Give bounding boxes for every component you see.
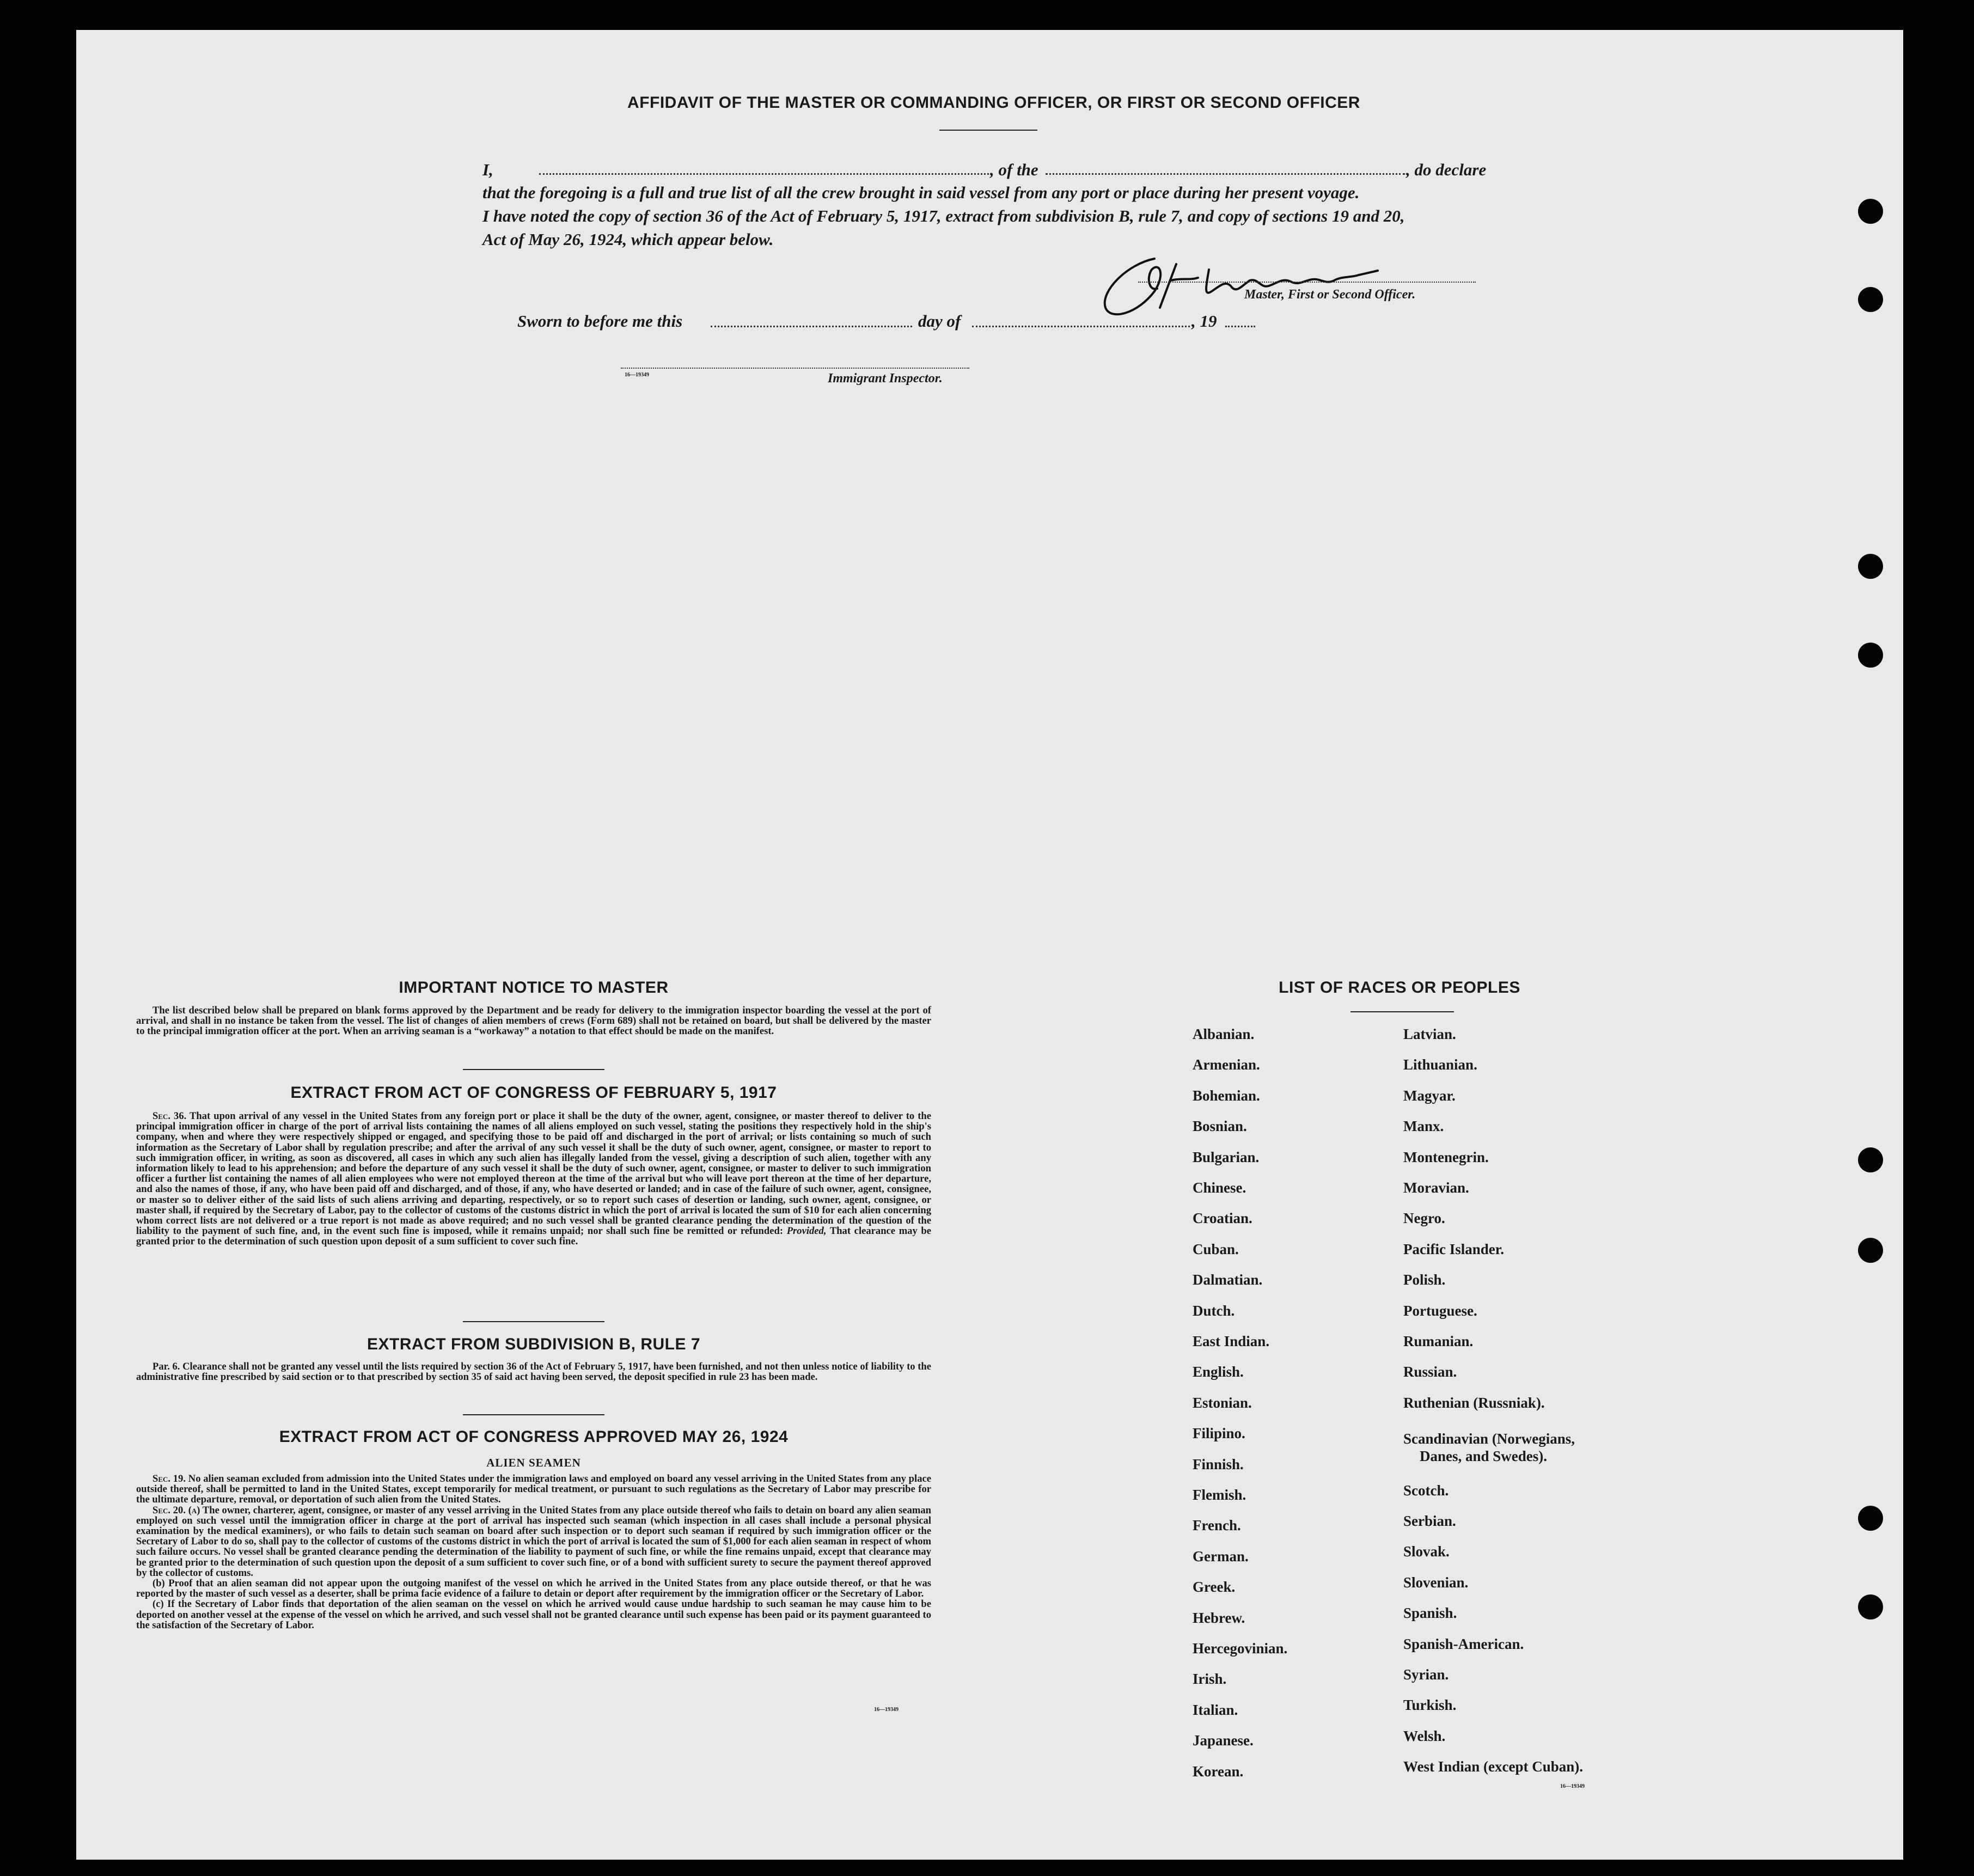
- extract-1917-text: [136, 1111, 931, 1247]
- race-entry: Russian.: [1403, 1364, 1457, 1380]
- race-entry: Portuguese.: [1403, 1302, 1477, 1319]
- sec19-lead: Sec. 19.: [152, 1473, 186, 1484]
- race-entry: Hebrew.: [1193, 1609, 1245, 1626]
- race-entry: Armenian.: [1193, 1056, 1260, 1073]
- extract-1924-title: EXTRACT FROM ACT OF CONGRESS APPROVED MAY 26, 1924: [279, 1428, 789, 1446]
- punch-hole: [1858, 643, 1883, 668]
- race-entry: Bohemian.: [1193, 1087, 1260, 1104]
- punch-hole: [1858, 1506, 1883, 1531]
- race-entry: Scotch.: [1403, 1482, 1449, 1499]
- notice-paragraph: The list described below shall be prepared on blank forms approved by the Department and be ready for delivery to the immigration inspector boarding the vessel at the port of arrival, and shall in no instance be taken from the vessel. The list of changes of alien members of crews (Form 689) shall not be retained on board, but shall be delivered by the master to the principal immigration officer at the port. When an arriving seaman is a “workaway” a notation to that effect should be made on the manifest.: [136, 1005, 931, 1037]
- affidavit-title: AFFIDAVIT OF THE MASTER OR COMMANDING OFFICER, OR FIRST OR SECOND OFFICER: [627, 94, 1360, 112]
- rule7-paragraph: Par. 6. Clearance shall not be granted any vessel until the lists required by section 36 of the Act of February 5, 1917, have been furnished, and not then unless notice of liability to the administrative fine prescribed by said section or to that prescribed by section 35 of said act having been served, the deposit specified in rule 23 has been made.: [136, 1361, 931, 1383]
- affidavit-line4: Act of May 26, 1924, which appear below.: [482, 230, 774, 249]
- sworn-day-of: day of: [918, 311, 961, 331]
- races-form-number: 16—19349: [1560, 1783, 1585, 1789]
- race-entry: Irish.: [1193, 1671, 1227, 1688]
- race-entry: Slovak.: [1403, 1543, 1450, 1560]
- race-entry: Greek.: [1193, 1579, 1236, 1596]
- section-rule: [463, 1069, 604, 1070]
- sworn-year-blank[interactable]: [1225, 326, 1255, 327]
- punch-hole: [1858, 1147, 1883, 1172]
- race-entry: Polish.: [1403, 1272, 1446, 1288]
- race-entry: Cuban.: [1193, 1241, 1239, 1257]
- race-entry: Welsh.: [1403, 1727, 1446, 1744]
- race-entry: Magyar.: [1403, 1087, 1456, 1104]
- race-entry: Lithuanian.: [1403, 1056, 1477, 1073]
- punch-hole: [1858, 199, 1883, 224]
- affidavit-line2: that the foregoing is a full and true list of all the crew brought in said vessel from any port or place during her present voyage.: [482, 183, 1360, 202]
- notice-title: IMPORTANT NOTICE TO MASTER: [399, 979, 669, 997]
- extract-1924-text: [136, 1474, 931, 1630]
- sec20b-text: (b) Proof that an alien seaman did not appear upon the outgoing manifest of the vessel on which he arrived in the United States from any place outside thereof, or that he was reported by the master of such vessel as a deserter, shall be prima facie evidence of a failure to detain or deport after requirement by the immigration officer or the Secretary of Labor.: [136, 1578, 931, 1600]
- race-entry: Dalmatian.: [1193, 1272, 1263, 1288]
- race-entry: Danes, and Swedes).: [1420, 1448, 1548, 1465]
- races-rule: [1350, 1011, 1454, 1012]
- name-blank[interactable]: [539, 173, 989, 175]
- race-entry: Italian.: [1193, 1701, 1238, 1718]
- race-entry: Moravian.: [1403, 1180, 1469, 1196]
- rule7-title: EXTRACT FROM SUBDIVISION B, RULE 7: [366, 1335, 701, 1353]
- race-entry: Flemish.: [1193, 1487, 1246, 1503]
- race-entry: West Indian (except Cuban).: [1403, 1758, 1584, 1775]
- extract-form-number: 16—19349: [874, 1707, 899, 1713]
- sworn-prefix: Sworn to before me this: [517, 311, 683, 331]
- race-entry: Latvian.: [1403, 1026, 1456, 1042]
- title-rule: [939, 130, 1037, 131]
- race-entry: Filipino.: [1193, 1425, 1245, 1442]
- race-entry: English.: [1193, 1364, 1244, 1380]
- inspector-caption: Immigrant Inspector.: [828, 371, 943, 386]
- race-entry: Estonian.: [1193, 1394, 1252, 1411]
- extract-1917-title: EXTRACT FROM ACT OF CONGRESS OF FEBRUARY 5, 1917: [290, 1084, 777, 1102]
- section-rule: [463, 1414, 604, 1415]
- race-entry: Rumanian.: [1403, 1333, 1474, 1349]
- affidavit-form-number: 16—19349: [625, 372, 649, 378]
- rule7-text: [136, 1361, 931, 1382]
- race-entry: Spanish.: [1403, 1605, 1457, 1622]
- sec36-text: That upon arrival of any vessel in the United States from any foreign port or place it shall be the duty of the owner, agent, consignee, or master thereof to deliver to the principal immigration officer in charge of the port of arrival lists containing the names of all aliens employed on such vessel, stating the positions they respectively hold in the ship's company, when and where they were respectively shipped or engaged, and specifying those to be paid off and discharged in the port of arrival; or lists containing so much of such information as the Secretary of Labor shall by regulation prescribe; and after the arrival of any such vessel it shall be the duty of such owner, agent, consignee, or master to report to such immigration officer, in writing, as soon as discovered, all cases in which any such alien has illegally landed from the vessel, giving a description of such alien, together with any information likely to lead to his apprehension; and before the departure of any such vessel it shall be the duty of such owner, agent, consignee, or master to deliver to such immigration officer a further list containing the names of all alien employees who were not employed thereon at the time of the arrival but who will leave port thereon at the time of her departure, and also the names of those, if any, who have been paid off and discharged, and of those, if any, who have deserted or landed; and in case of the failure of such owner, agent, consignee, or master so to deliver either of the said lists of such aliens arriving and departing, respectively, or so to report such cases of desertion or landing, such owner, agent, consignee, or master shall, if required by the Secretary of Labor, pay to the collector of customs of the customs district in which the port of arrival is located the sum of $10 for each alien concerning whom correct lists are not delivered or a true report is not made as above required; and no such vessel shall be granted clearance pending the determination of the question of the liability to the payment of such fine, and, in the event such fine is imposed, while it remains unpaid; nor shall such fine be remitted or refunded:: [136, 1110, 931, 1237]
- race-entry: Negro.: [1403, 1210, 1445, 1227]
- race-entry: Pacific Islander.: [1403, 1241, 1504, 1257]
- race-entry: Chinese.: [1193, 1180, 1246, 1196]
- sworn-year: , 19: [1191, 311, 1217, 331]
- race-entry: Scandinavian (Norwegians,: [1403, 1431, 1575, 1447]
- race-entry: Montenegrin.: [1403, 1148, 1489, 1165]
- race-entry: Syrian.: [1403, 1666, 1449, 1683]
- punch-hole: [1858, 554, 1883, 579]
- sworn-day-blank[interactable]: [711, 326, 912, 327]
- race-entry: French.: [1193, 1517, 1241, 1534]
- race-entry: Japanese.: [1193, 1732, 1254, 1749]
- race-entry: Hercegovinian.: [1193, 1640, 1288, 1657]
- sec20-lead: Sec. 20. (a): [152, 1504, 200, 1516]
- affidavit-line1-i: I,: [482, 160, 493, 179]
- affidavit-line3: I have noted the copy of section 36 of the Act of February 5, 1917, extract from subdivision B, rule 7, and copy of sections 19 and 20,: [482, 206, 1405, 225]
- punch-hole: [1858, 1594, 1883, 1620]
- race-entry: Finnish.: [1193, 1456, 1244, 1472]
- race-entry: Serbian.: [1403, 1513, 1456, 1529]
- race-entry: Albanian.: [1193, 1026, 1255, 1042]
- race-entry: Manx.: [1403, 1118, 1444, 1135]
- affidavit-line1-of-the: , of the: [990, 160, 1038, 179]
- punch-hole: [1858, 287, 1883, 312]
- punch-hole: [1858, 1238, 1883, 1263]
- race-entry: Turkish.: [1403, 1697, 1457, 1714]
- sworn-month-blank[interactable]: [972, 326, 1190, 327]
- races-title: LIST OF RACES OR PEOPLES: [1279, 979, 1520, 997]
- sec19-text: No alien seaman excluded from admission into the United States under the immigration laws and employed on board any vessel arriving in the United States from any place outside thereof, shall be permitted to land in the United States, except temporarily for medical treatment, or pursuant to such regulations as the Secretary of Labor may prescribe for the ultimate departure, removal, or deportation of such alien from the United States.: [136, 1473, 931, 1506]
- signature-line[interactable]: [1138, 282, 1476, 283]
- race-entry: East Indian.: [1193, 1333, 1270, 1349]
- race-entry: Slovenian.: [1403, 1574, 1469, 1591]
- affidavit-line1-declare: , do declare: [1406, 160, 1487, 179]
- race-entry: Bulgarian.: [1193, 1148, 1260, 1165]
- race-entry: Croatian.: [1193, 1210, 1252, 1227]
- sec20c-text: (c) If the Secretary of Labor finds that deportation of the alien seaman on the vessel on which he arrived would cause undue hardship to such seaman he may cause him to be deported on another vessel at the expense of the vessel on which he arrived, and such vessel shall not be granted clearance until such expense has been paid or its payment guaranteed to the satisfaction of the Secretary of Labor.: [136, 1598, 931, 1631]
- race-entry: German.: [1193, 1548, 1249, 1565]
- vessel-blank[interactable]: [1046, 173, 1405, 175]
- sec36-provided: Provided,: [786, 1225, 827, 1237]
- notice-text: [136, 1005, 931, 1037]
- race-entry: Spanish-American.: [1403, 1635, 1524, 1652]
- section-rule: [463, 1321, 604, 1322]
- signature-caption: Master, First or Second Officer.: [1244, 288, 1416, 302]
- race-entry: Ruthenian (Russniak).: [1403, 1394, 1545, 1411]
- sec20-text: The owner, charterer, agent, consignee, or master of any vessel arriving in the United States from any place outside thereof who fails to detain on board any alien seaman employed on such vessel until the immigration officer in charge at the port of arrival has inspected such seaman (which inspection in all cases shall include a personal physical examination by the medical examiners), or who fails to detain such seaman on board after such inspection or to deport such seaman if required by such immigration officer or the Secretary of Labor to do so, shall pay to the collector of customs of the customs district in which the port of arrival is located the sum of $1,000 for each alien seaman in respect of whom such failure occurs. No vessel shall be granted clearance pending the determination of the liability to payment of such fine, or while the fine remains unpaid, except that clearance may be granted prior to the determination of such question upon the deposit of a sum sufficient to cover such fine, or of a bond with sufficient surety to secure the payment thereof approved by the collector of customs.: [136, 1504, 931, 1579]
- race-entry: Dutch.: [1193, 1302, 1235, 1319]
- sec36-tail: That clearance may be granted prior to the determination of such question upon deposit of a sum sufficient to cover such fine.: [136, 1225, 932, 1248]
- alien-seamen-subtitle: ALIEN SEAMEN: [486, 1456, 581, 1469]
- sec36-lead: Sec. 36.: [152, 1110, 187, 1122]
- race-entry: Korean.: [1193, 1763, 1244, 1780]
- race-entry: Bosnian.: [1193, 1118, 1247, 1135]
